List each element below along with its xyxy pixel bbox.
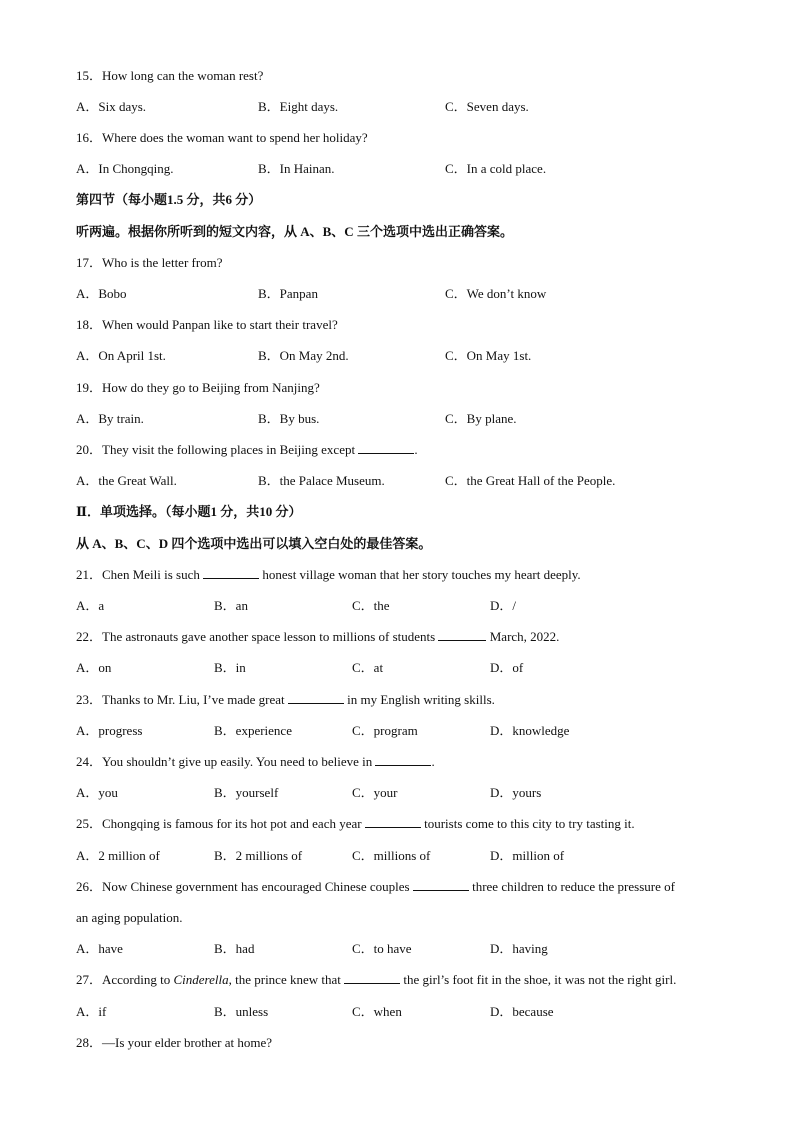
q26-option-d: D．having (490, 941, 548, 956)
q27-stem-end: the girl’s foot fit in the shoe, it was not the right girl. (400, 972, 677, 987)
answer-blank (365, 815, 421, 828)
answer-blank (413, 878, 469, 891)
question-22 (76, 628, 559, 646)
q16-option-b: B．In Hainan. (258, 161, 335, 176)
q21-stem-start: 21．Chen Meili is such (76, 567, 204, 582)
q27-option-c: C．when (352, 1004, 402, 1019)
q22-stem-end: March, 2022. (486, 629, 560, 644)
q23-stem-start: 23．Thanks to Mr. Liu, I’ve made great (76, 692, 288, 707)
q27-option-a: A．if (76, 1004, 107, 1019)
q25-stem-end: tourists come to this city to try tasting it. (420, 816, 635, 831)
q23-option-a: A．progress (76, 723, 143, 738)
q20-option-a: A．the Great Wall. (76, 473, 177, 488)
q16-option-c: C．In a cold place. (445, 161, 547, 176)
q26-stem-end: three children to reduce the pressure of (468, 879, 675, 894)
q25-option-a: A．2 million of (76, 848, 160, 863)
answer-blank (288, 691, 344, 704)
q19-option-b: B．By bus. (258, 411, 320, 426)
q21-option-d: D．/ (490, 598, 517, 613)
q25-option-d: D．million of (490, 848, 565, 863)
q21-stem-end: honest village woman that her story touches my heart deeply. (259, 567, 581, 582)
q27-option-b: B．unless (214, 1004, 269, 1019)
q22-option-b: B．in (214, 660, 246, 675)
q25-option-b: B．2 millions of (214, 848, 303, 863)
q19-option-c: C．By plane. (445, 411, 517, 426)
q21-option-a: A．a (76, 598, 105, 613)
q20-option-c: C．the Great Hall of the People. (445, 473, 616, 488)
q18-option-a: A．On April 1st. (76, 348, 166, 363)
section-4-heading: 第四节（每小题1.5 分，共6 分） (76, 192, 262, 207)
q26-option-c: C．to have (352, 941, 412, 956)
question-27 (76, 971, 676, 989)
q21-option-b: B．an (214, 598, 248, 613)
q27-stem-middle: , the prince knew that (228, 972, 345, 987)
question-16: 16．Where does the woman want to spend her holiday? (76, 130, 368, 145)
q20-stem-end: . (414, 442, 418, 457)
q23-option-c: C．program (352, 723, 418, 738)
part-2-instruction: 从 A、B、C、D 四个选项中选出可以填入空白处的最佳答案。 (76, 536, 432, 551)
question-26-continued: an aging population. (76, 910, 183, 925)
q20-option-b: B．the Palace Museum. (258, 473, 385, 488)
q22-option-c: C．at (352, 660, 384, 675)
q23-stem-end: in my English writing skills. (343, 692, 495, 707)
q18-option-b: B．On May 2nd. (258, 348, 349, 363)
q22-stem-start: 22．The astronauts gave another space lesson to millions of students (76, 629, 439, 644)
answer-blank (203, 566, 259, 579)
question-25 (76, 815, 635, 833)
question-18: 18．When would Panpan like to start their travel? (76, 317, 338, 332)
question-21 (76, 566, 581, 584)
question-23 (76, 691, 495, 709)
q27-option-d: D．because (490, 1004, 554, 1019)
q19-option-a: A．By train. (76, 411, 144, 426)
question-26 (76, 878, 675, 896)
question-17: 17．Who is the letter from? (76, 255, 223, 270)
question-24 (76, 753, 435, 771)
answer-blank (358, 441, 414, 454)
q18-option-c: C．On May 1st. (445, 348, 532, 363)
q25-option-c: C．millions of (352, 848, 431, 863)
q24-option-c: C．your (352, 785, 398, 800)
q26-option-a: A．have (76, 941, 123, 956)
q16-option-a: A．In Chongqing. (76, 161, 174, 176)
section-4-instruction: 听两遍。根据你所听到的短文内容，从 A、B、C 三个选项中选出正确答案。 (76, 224, 513, 239)
q15-option-a: A．Six days. (76, 99, 147, 114)
question-19: 19．How do they go to Beijing from Nanjing? (76, 380, 320, 395)
answer-blank (375, 753, 431, 766)
q15-option-c: C．Seven days. (445, 99, 529, 114)
q26-option-b: B．had (214, 941, 255, 956)
q17-option-c: C．We don’t know (445, 286, 547, 301)
q17-option-b: B．Panpan (258, 286, 318, 301)
q15-option-b: B．Eight days. (258, 99, 339, 114)
q22-option-d: D．of (490, 660, 524, 675)
part-2-heading: Ⅱ．单项选择。（每小题1 分，共10 分） (76, 504, 302, 519)
q24-stem-end: . (431, 754, 435, 769)
q26-stem-start: 26．Now Chinese government has encouraged Chinese couples (76, 879, 413, 894)
q21-option-c: C．the (352, 598, 390, 613)
q24-option-a: A．you (76, 785, 118, 800)
q22-option-a: A．on (76, 660, 112, 675)
question-15: 15．How long can the woman rest? (76, 68, 264, 83)
question-20 (76, 441, 418, 459)
q23-option-b: B．experience (214, 723, 292, 738)
q25-stem-start: 25．Chongqing is famous for its hot pot and each year (76, 816, 365, 831)
q27-book-title: Cinderella (173, 972, 229, 987)
q27-stem-start: 27．According to (76, 972, 174, 987)
q24-option-b: B．yourself (214, 785, 279, 800)
q20-stem-start: 20．They visit the following places in Beijing except (76, 442, 359, 457)
answer-blank (344, 971, 400, 984)
q17-option-a: A．Bobo (76, 286, 127, 301)
q24-option-d: D．yours (490, 785, 542, 800)
answer-blank (438, 628, 486, 641)
q24-stem-start: 24．You shouldn’t give up easily. You need to believe in (76, 754, 376, 769)
question-28: 28．—Is your elder brother at home? (76, 1035, 273, 1050)
q23-option-d: D．knowledge (490, 723, 570, 738)
